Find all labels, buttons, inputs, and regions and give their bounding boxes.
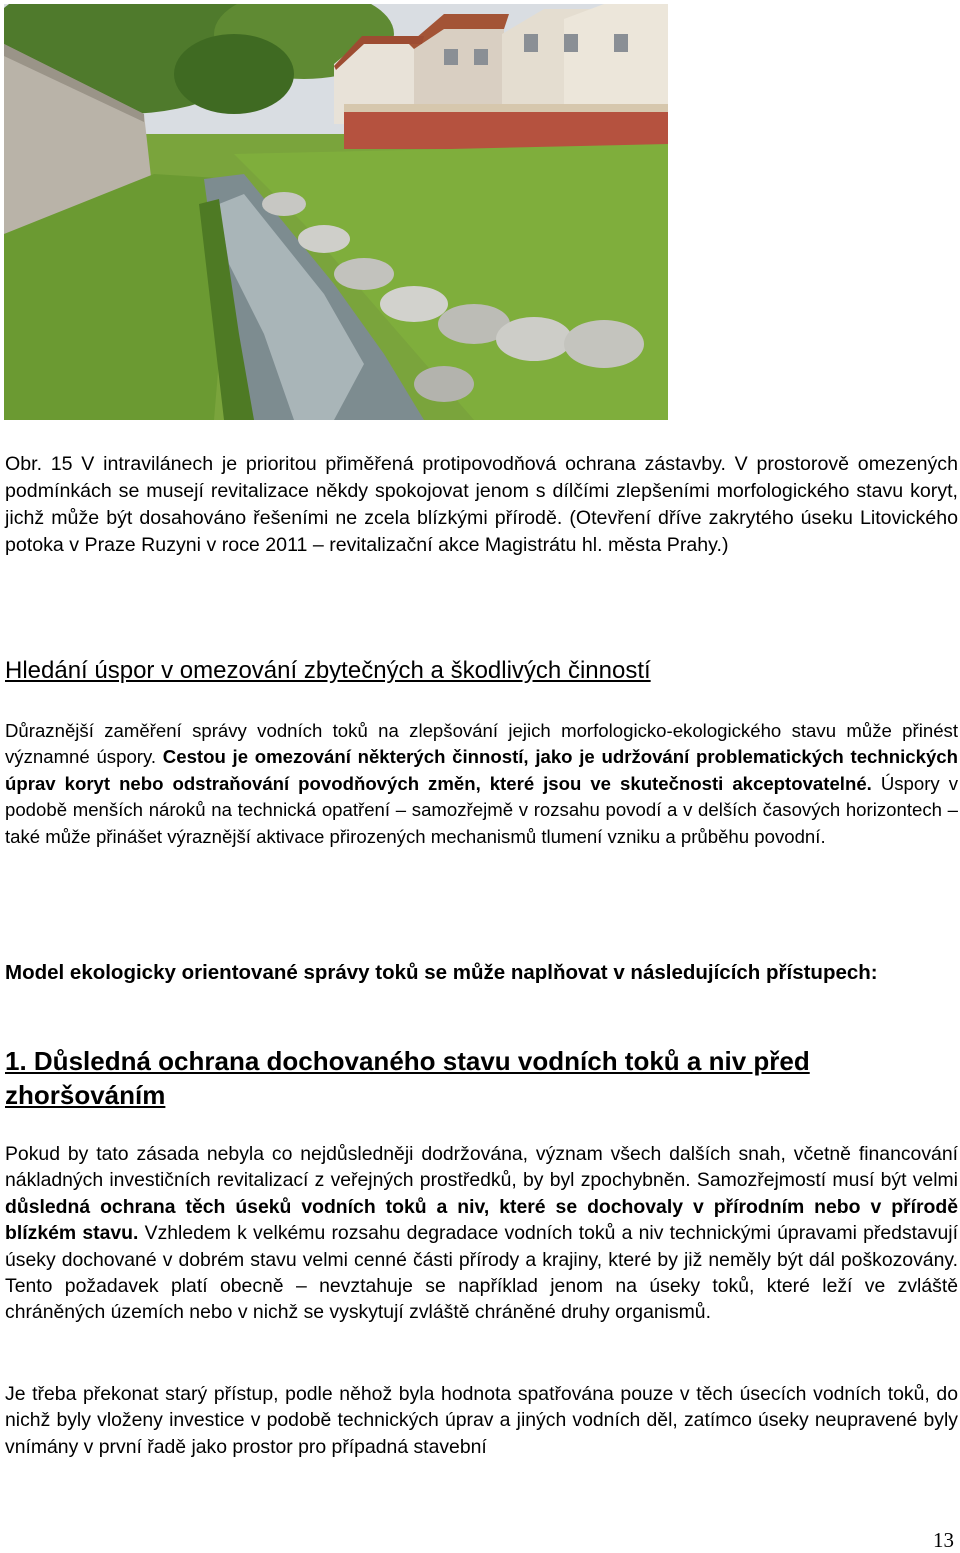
paragraph-protection-end: Vzhledem k velkému rozsahu degradace vodních toků a niv technickými úpravami představují úseky dochované v dobrém stavu velmi cenné části přírody a krajiny, které by již neměly být dál poškozovány. Tento požadavek platí obecně – nevztahuje se například jenom na úseky toků, které leží ve zvláště chráněných územích nebo v nichž se vyskytují zvláště chráněné druhy organismů. [5, 1222, 958, 1324]
paragraph-savings [5, 718, 958, 850]
paragraph-savings-bold: Cestou je omezování některých činností, jako je udržování problematických technických úprav koryt nebo odstraňování povodňových změn, které jsou ve skutečnosti akceptovatelné. [5, 746, 958, 794]
section-heading-savings: Hledání úspor v omezování zbytečných a škodlivých činností [5, 657, 651, 684]
paragraph-protection [5, 1141, 958, 1326]
paragraph-savings-start: Důraznější zaměření správy vodních toků na zlepšování jejich morfologicko-ekologického stavu může přinést významné úspory. [5, 720, 958, 768]
section-heading-model: Model ekologicky orientované správy toků se může naplňovat v následujících přístupech: [5, 961, 878, 984]
stream-photo [4, 4, 668, 420]
paragraph-old-approach: Je třeba překonat starý přístup, podle něhož byla hodnota spatřována pouze v těch úsecích vodních toků, do nichž byly vloženy investice v podobě technických úprav a jiných vodních děl, zatímco úseky neupravené byly vnímány v první řadě jako prostor pro případná stavební [5, 1383, 958, 1458]
page-number: 13 [933, 1528, 954, 1552]
figure-caption: Obr. 15 V intravilánech je prioritou přiměřená protipovodňová ochrana zástavby. V prostorově omezených podmínkách se musejí revitalizace někdy spokojovat jenom s dílčími zlepšeními morfologického stavu koryt, jichž může být dosahováno řešeními ne zcela blízkými přírodě. (Otevření dříve zakrytého úseku Litovického potoka v Praze Ruzyni v roce 2011 – revitalizační akce Magistrátu hl. města Prahy.) [5, 453, 958, 556]
section-heading-protection: 1. Důsledná ochrana dochovaného stavu vodních toků a niv před zhoršováním [5, 1046, 810, 1110]
paragraph-protection-start: Pokud by tato zásada nebyla co nejdůsledněji dodržována, význam všech dalších snah, včetně financování nákladných investičních revitalizací z veřejných prostředků, by byl zpochybněn. Samozřejmostí musí být velmi [5, 1143, 958, 1192]
paragraph-savings-end: Úspory v podobě menších nároků na technická opatření – samozřejmě v rozsahu povodí a v delších časových horizontech – také může přinášet výraznější aktivace přirozených mechanismů tlumení vzniku a průběhu povodní. [5, 772, 958, 847]
paragraph-protection-bold: důsledná ochrana těch úseků vodních toků a niv, které se dochovaly v přírodním nebo v přírodě blízkém stavu. [5, 1195, 958, 1245]
